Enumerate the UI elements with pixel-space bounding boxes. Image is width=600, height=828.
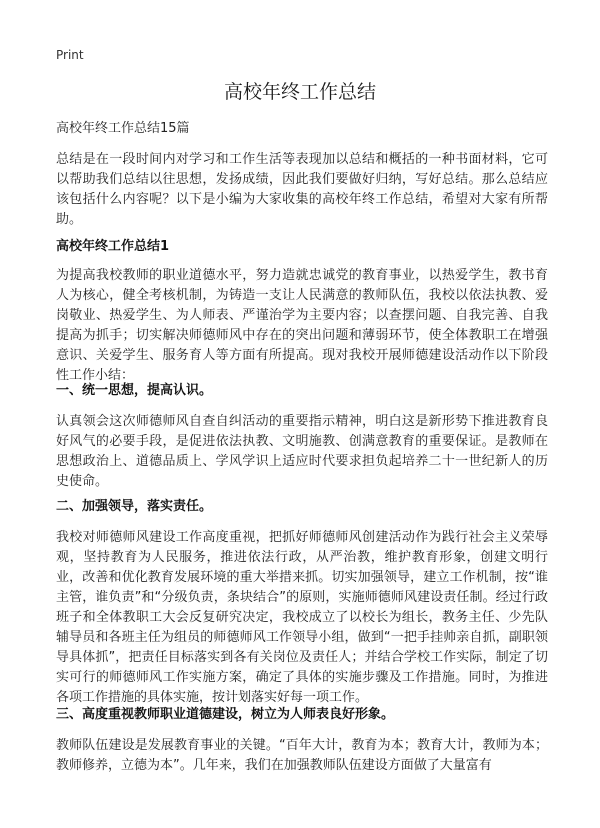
point1-heading: 一、统一思想，提高认识。 xyxy=(56,383,213,398)
point3-heading: 三、高度重视教师职业道德建设，树立为人师表良好形象。 xyxy=(56,707,395,722)
point3-paragraph: 教师队伍建设是发展教育事业的关键。“百年大计，教育为本；教育大计，教师为本；教师修养，立德为本”。几年来，我们在加强教师队伍建设方面做了大量富有 xyxy=(56,738,548,773)
point2-paragraph: 我校对师德师风建设工作高度重视，把抓好师德师风创建活动作为践行社会主义荣辱观，坚持教育为人民服务，推进依法行政，从严治教，维护教育形象，创建文明行业，改善和优化教育发展环境的重大举措来抓。切实加强领导，建立工作机制，按“谁主管，谁负责”和“分级负责，条块结合”的原则，实施师德师风建设责任制。经过行政班子和全体教职工大会反复研究决定，我校成立了以校长为组长，教务主任、少先队辅导员和各班主任为组员的师德师风工作领导小组，做到“一把手挂帅亲自抓，副职领导具体抓”，把责任目标落实到各有关岗位及责任人；并结合学校工作实际，制定了切实可行的师德师风工作实施方案，确定了具体的实施步骤及工作措施。同时，为推进各项工作措施的具体实施，按计划落实好每一项工作。 xyxy=(56,530,548,705)
point2-heading: 二、加强领导，落实责任。 xyxy=(56,499,213,514)
document-subtitle: 高校年终工作总结15篇 xyxy=(56,121,190,136)
page-title: 高校年终工作总结 xyxy=(223,81,376,103)
print-link[interactable]: Print xyxy=(56,48,84,62)
point1-paragraph: 认真领会这次师德师风自查自纠活动的重要指示精神，明白这是新形势下推进教育良好风气的必要手段，是促进依法执教、文明施教、创满意教育的重要保证。是教师在思想政治上、道德品质上、学风学识上适应时代要求担负起培养二十一世纪新人的历史使命。 xyxy=(56,414,548,489)
section-intro-paragraph: 为提高我校教师的职业道德水平，努力造就忠诚党的教育事业，以热爱学生，教书育人为核心，健全考核机制，为铸造一支让人民满意的教师队伍，我校以依法执教、爱岗敬业、热爱学生、为人师表、严谨治学为主要内容；以查摆问题、自我完善、自我提高为抓手；切实解决师德师风中存在的突出问题和薄弱环节，使全体教职工在增强意识、关爱学生、服务育人等方面有所提高。现对我校开展师德建设活动作以下阶段性工作小结： xyxy=(56,268,548,383)
intro-paragraph: 总结是在一段时间内对学习和工作生活等表现加以总结和概括的一种书面材料，它可以帮助我们总结以往思想，发扬成绩，因此我们要做好归纳，写好总结。那么总结应该包括什么内容呢？以下是小编为大家收集的高校年终工作总结，希望对大家有所帮助。 xyxy=(56,152,548,227)
section-heading: 高校年终工作总结1 xyxy=(56,239,170,254)
